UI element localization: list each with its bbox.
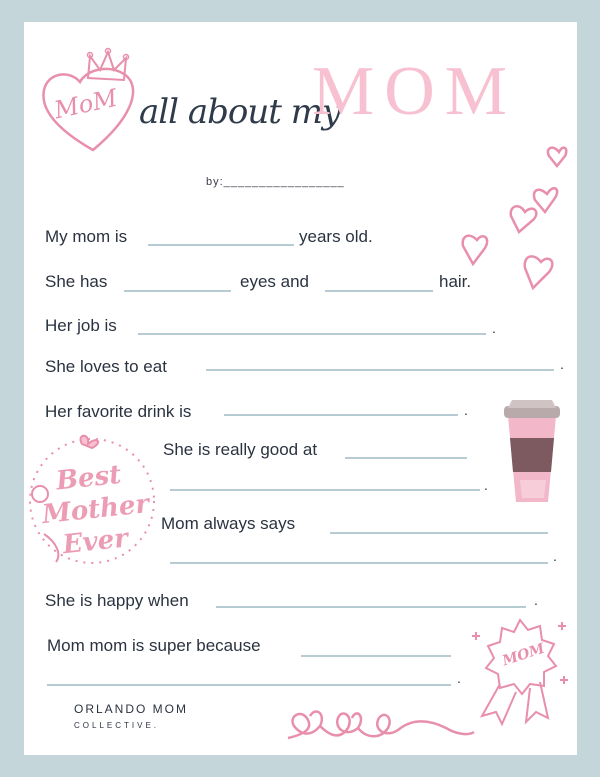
ribbon-text: MOM	[500, 640, 547, 670]
brand-subtitle: COLLECTIVE.	[74, 721, 160, 730]
prompt-eat: She loves to eat	[45, 357, 167, 376]
mom-award-ribbon-icon	[470, 616, 570, 726]
prompt-happy-when: She is happy when	[45, 591, 189, 610]
blank-age[interactable]	[148, 244, 294, 246]
prompt-eyes: She has	[45, 272, 108, 291]
big-title: MOM	[312, 53, 518, 130]
worksheet-page	[24, 22, 577, 755]
coffee-cup-icon	[500, 398, 564, 508]
good-at-period: .	[484, 477, 488, 493]
drink-period: .	[464, 402, 468, 418]
prompt-age-after: years old.	[299, 227, 373, 246]
blank-job[interactable]	[138, 333, 486, 335]
blank-hair[interactable]	[325, 290, 433, 292]
blank-says-2[interactable]	[170, 562, 548, 564]
blank-eat[interactable]	[206, 369, 554, 371]
blank-drink[interactable]	[224, 414, 458, 416]
prompt-hair-after: hair.	[439, 272, 472, 291]
blank-super-1[interactable]	[301, 655, 451, 657]
eat-period: .	[560, 356, 564, 372]
blank-super-2[interactable]	[47, 684, 451, 686]
prompt-job: Her job is	[45, 316, 117, 335]
says-period: .	[553, 548, 557, 564]
super-period: .	[457, 670, 461, 686]
blank-says-1[interactable]	[330, 532, 548, 534]
prompt-drink: Her favorite drink is	[45, 402, 192, 421]
brand-name: ORLANDO MOM	[74, 702, 189, 716]
blank-good-at-2[interactable]	[170, 489, 480, 491]
prompt-good-at: She is really good at	[163, 440, 318, 459]
blank-eyes[interactable]	[124, 290, 231, 292]
prompt-super-because: Mom mom is super because	[47, 636, 261, 655]
prompt-age: My mom is	[45, 227, 128, 246]
best-mother-ever-text: Best Mother Ever	[40, 459, 151, 561]
prompt-always-says: Mom always says	[161, 514, 296, 533]
heart-badge-text: MoM	[51, 83, 120, 125]
script-title: all about my	[139, 92, 341, 132]
prompt-eyes-middle: eyes and	[240, 272, 309, 291]
happy-period: .	[534, 592, 538, 608]
blank-good-at-1[interactable]	[345, 457, 467, 459]
by-label: by:_________________	[206, 176, 345, 188]
blank-happy[interactable]	[216, 606, 526, 608]
hearts-line-icon	[286, 694, 476, 744]
job-period: .	[492, 320, 496, 336]
